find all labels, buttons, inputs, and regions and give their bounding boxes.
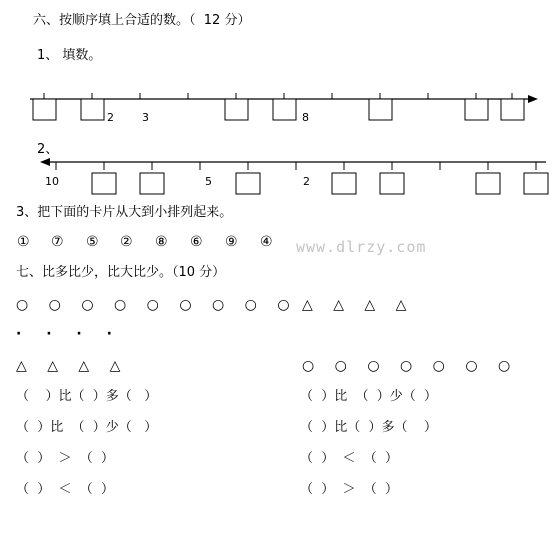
compare-row: （ ）比（ ）多（ ） [300,420,438,435]
number-card: ② [120,234,133,250]
watermark: www.dlrzy.com [296,238,427,256]
number-line-2 [40,158,548,194]
q1-number: 2 [107,111,114,124]
compare-row: （ ）比 （ ）少（ ） [300,389,438,404]
circles-right: ○ ○ ○ ○ ○ ○ ○ [302,358,519,374]
answer-box [225,99,248,120]
answer-box [92,173,116,194]
circles-left: ○ ○ ○ ○ ○ ○ ○ ○ ○ [16,297,298,313]
section6-heading: 六、按顺序填上合适的数。（ 12 分） [33,13,251,28]
compare-row: （ ） ＞ （ ） [300,482,399,497]
answer-box [33,99,56,120]
answer-box [369,99,392,120]
triangles-right: △ △ △ △ [302,297,415,313]
number-card: ① [17,234,30,250]
answer-box [380,173,404,194]
section7-heading: 七、比多比少，比大比少。（10 分） [16,265,226,280]
number-card: ⑦ [51,234,64,250]
number-card: ⑨ [225,234,238,250]
answer-box [140,173,164,194]
answer-box [476,173,500,194]
answer-box [501,99,524,120]
compare-row: （ ）比 （ ）少（ ） [16,420,158,435]
compare-row: （ ） ＜ （ ） [300,451,399,466]
number-card: ⑤ [86,234,99,250]
answer-box [81,99,104,120]
number-card: ④ [260,234,273,250]
compare-row: （ ）比（ ）多（ ） [16,389,158,404]
number-card: ⑥ [190,234,203,250]
arrow-left-icon [40,158,50,166]
answer-box [465,99,488,120]
q2-number: 5 [205,175,212,188]
compare-row: （ ） ＜ （ ） [16,482,115,497]
answer-box [524,173,548,194]
triangles-left: △ △ △ △ [16,358,129,374]
q2-number: 2 [303,175,310,188]
answer-box [273,99,296,120]
answer-box [236,173,260,194]
number-card: ⑧ [155,234,168,250]
q1-label: 1、 填数。 [37,48,102,63]
q2-number: 10 [45,175,59,188]
q2-label: 2、 [37,142,59,157]
q1-number: 3 [142,111,149,124]
q1-number: 8 [302,111,309,124]
dots-left: · · · · [16,326,122,342]
answer-box [332,173,356,194]
arrow-right-icon [528,95,538,103]
compare-row: （ ） ＞ （ ） [16,451,115,466]
q3-label: 3、把下面的卡片从大到小排列起来。 [16,205,233,220]
